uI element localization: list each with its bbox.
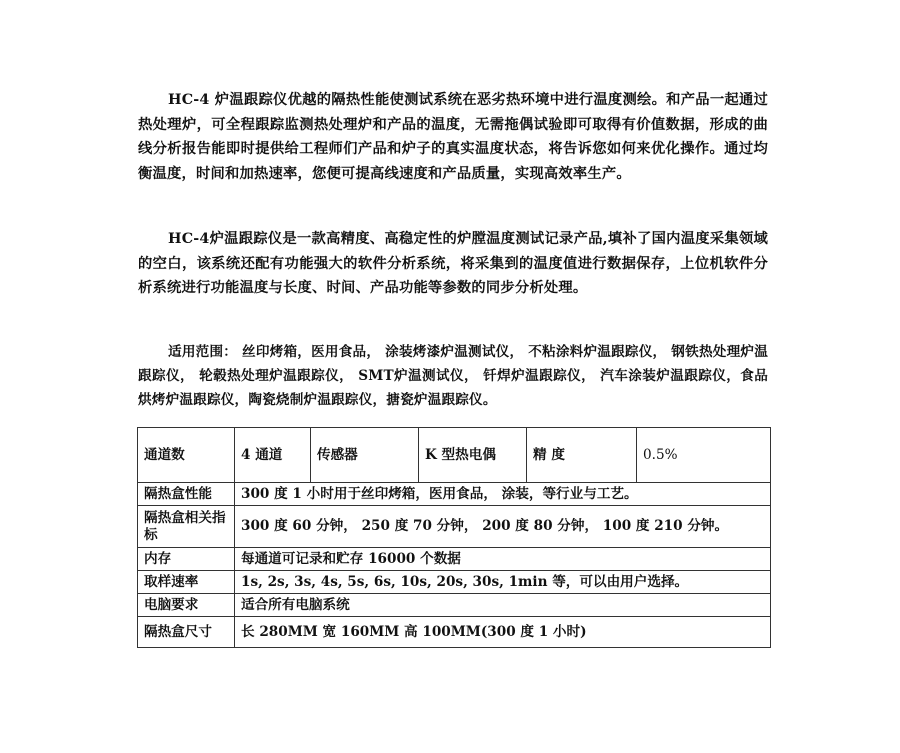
table-row <box>138 548 771 571</box>
intro-text: HC-4 炉温跟踪仪优越的隔热性能使测试系统在恶劣热环境中进行温度测绘。和产品一起通过热处理炉，可全程跟踪监测热处理炉和产品的温度，无需拖偶试验即可取得有价值数据，形成的曲线分析报告能即时提供给工程师们产品和炉子的真实温度状态，将告诉您如何来优化操作。通过均衡温度，时间和加热速率，您便可提高线速度和产品质量，实现高效率生产。 <box>138 92 768 182</box>
spec-table <box>137 427 771 648</box>
table-row <box>138 571 771 594</box>
intro-paragraph <box>138 88 768 186</box>
table-row <box>138 483 771 506</box>
row-value: 300 度 60 分钟， 250 度 70 分钟， 200 度 80 分钟， 100 度 210 分钟。 <box>235 506 771 548</box>
accuracy-value: 0.5% <box>637 428 771 483</box>
scope-text: 适用范围： 丝印烤箱，医用食品， 涂装烤漆炉温测试仪， 不粘涂料炉温跟踪仪， 钢铁热处理炉温跟踪仪， 轮毂热处理炉温跟踪仪， SMT炉温测试仪， 钎焊炉温跟踪仪， 汽车涂装炉温跟踪仪，食品烘烤炉温跟踪仪，陶瓷烧制炉温跟踪仪，搪瓷炉温跟踪仪。 <box>138 344 768 408</box>
row-label: 电脑要求 <box>138 594 235 617</box>
description-text: HC-4炉温跟踪仪是一款高精度、高稳定性的炉膛温度测试记录产品,填补了国内温度采集领域的空白，该系统还配有功能强大的软件分析系统，将采集到的温度值进行数据保存，上位机软件分析系统进行功能温度与长度、时间、产品功能等参数的同步分析处理。 <box>138 231 768 297</box>
description-paragraph <box>138 227 768 301</box>
row-value: 300 度 1 小时用于丝印烤箱，医用食品， 涂装，等行业与工艺。 <box>235 483 771 506</box>
row-value: 每通道可记录和贮存 16000 个数据 <box>235 548 771 571</box>
table-row <box>138 506 771 548</box>
sensor-label: 传感器 <box>311 428 419 483</box>
row-value: 长 280MM 宽 160MM 高 100MM(300 度 1 小时) <box>235 617 771 648</box>
table-row <box>138 594 771 617</box>
table-row <box>138 428 771 483</box>
row-label: 内存 <box>138 548 235 571</box>
table-row <box>138 617 771 648</box>
row-value: 1s, 2s, 3s, 4s, 5s, 6s, 10s, 20s, 30s, 1min 等，可以由用户选择。 <box>235 571 771 594</box>
row-label: 取样速率 <box>138 571 235 594</box>
row-label: 隔热盒性能 <box>138 483 235 506</box>
channels-label: 通道数 <box>138 428 235 483</box>
row-value: 适合所有电脑系统 <box>235 594 771 617</box>
row-label: 隔热盒尺寸 <box>138 617 235 648</box>
sensor-value: K 型热电偶 <box>419 428 527 483</box>
scope-paragraph <box>138 340 768 412</box>
row-label: 隔热盒相关指标 <box>138 506 235 548</box>
channels-value: 4 通道 <box>235 428 311 483</box>
accuracy-label: 精 度 <box>527 428 637 483</box>
